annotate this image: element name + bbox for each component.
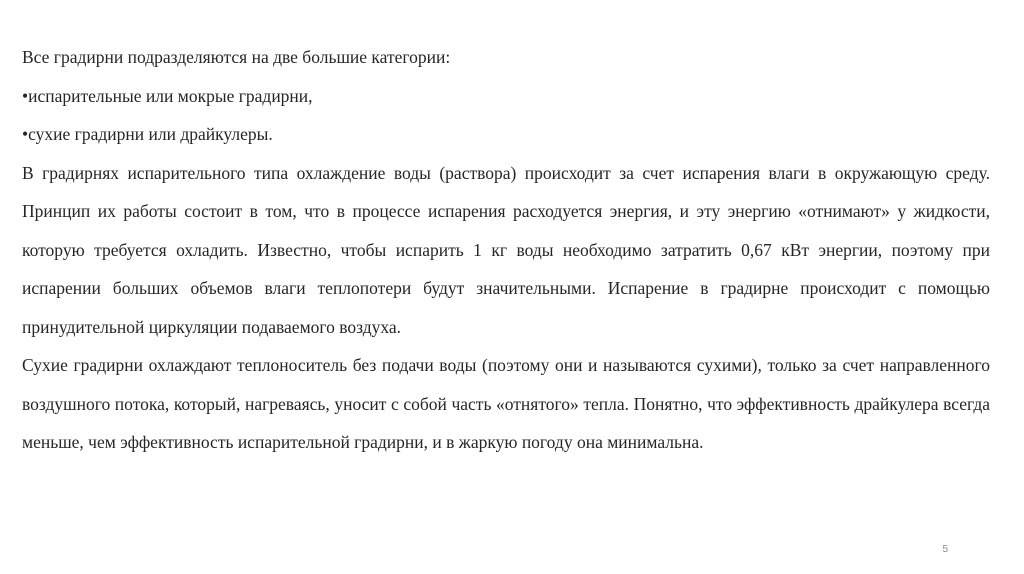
- slide-body: [22, 38, 990, 462]
- page-number: 5: [942, 544, 948, 555]
- bullet-item-dry: •сухие градирни или драйкулеры.: [22, 124, 273, 144]
- bullet-item-evaporative: •испарительные или мокрые градирни,: [22, 85, 313, 106]
- paragraph-dry-towers: Сухие градирни охлаждают теплоноситель без подачи воды (поэтому они и называются сухими), только за счет направленного воздушного потока, который, нагреваясь, уносит с собой часть «отнятого» тепла. Понятно, что эффективность драйкулера всегда меньше, чем эффективность испарительной градирни, и в жаркую погоду она минимальна.: [22, 355, 990, 452]
- paragraph-evaporative-towers: В градирнях испарительного типа охлаждение воды (раствора) происходит за счет испарения влаги в окружающую среду. Принцип их работы состоит в том, что в процессе испарения расходуется энергия, и эту энергию «отнимают» у жидкости, которую требуется охладить. Известно, чтобы испарить 1 кг воды необходимо затратить 0,67 кВт энергии, поэтому при испарении больших объемов влаги теплопотери будут значительными. Испарение в градирне происходит с помощью принудительной циркуляции подаваемого воздуха.: [22, 162, 990, 337]
- intro-text: Все градирни подразделяются на две большие категории:: [22, 47, 451, 67]
